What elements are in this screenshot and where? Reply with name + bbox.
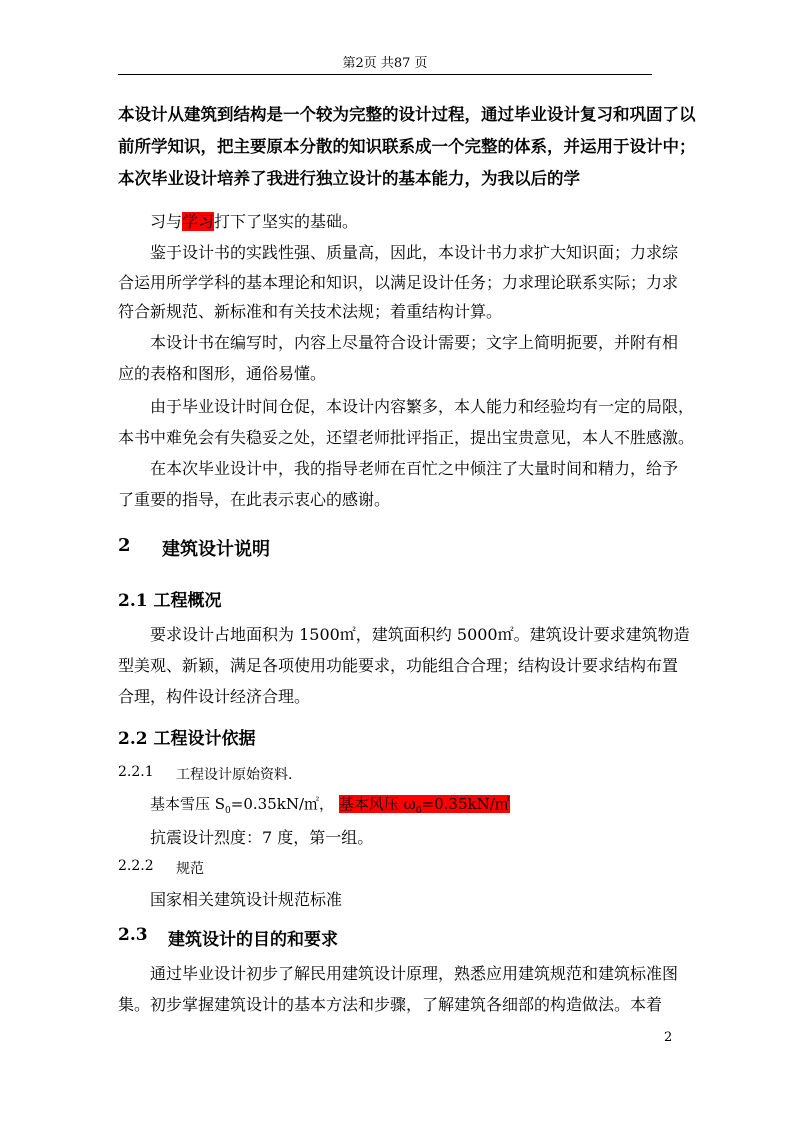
page-header: 第2页 共87 页 [118, 56, 652, 75]
section-2-3-title: 建筑设计的目的和要求 [168, 930, 338, 950]
section-2-2-2-title: 规范 [176, 861, 204, 877]
snow-prefix: 基本雪压 S [150, 795, 226, 813]
section-2-2-1-number: 2.2.1 [118, 764, 154, 780]
para5-line-2: 了重要的指导，在此表示衷心的感谢。 [118, 490, 391, 509]
para2-line-1: 鉴于设计书的实践性强、质量高，因此，本设计书力求扩大知识面；力求综 [150, 243, 679, 262]
seismic-line: 抗震设计烈度：7 度，第一组。 [150, 828, 374, 847]
codes-line: 国家相关建筑设计规范标准 [150, 890, 343, 909]
para1 [150, 209, 358, 232]
para6-line-1: 要求设计占地面积为 1500㎡，建筑面积约 5000㎡。建筑设计要求建筑物造 [150, 625, 690, 644]
para2-line-2: 合运用所学学科的基本理论和知识，以满足设计任务；力求理论联系实际；力求 [118, 273, 679, 292]
para2-line-3: 符合新规范、新标准和有关技术法规；着重结构计算。 [118, 302, 503, 321]
page-number: 2 [664, 1030, 673, 1045]
para5-line-1: 在本次毕业设计中，我的指导老师在百忙之中倾注了大量时间和精力，给予 [150, 459, 679, 478]
para3-line-1: 本设计书在编写时，内容上尽量符合设计需要；文字上简明扼要，并附有相 [150, 333, 679, 352]
section-2-3-number: 2.3 [118, 925, 148, 945]
wind-value: =0.35kN/㎡ [421, 795, 510, 813]
section-2-number: 2 [118, 535, 131, 556]
section-2-1-title: 2.1 工程概况 [118, 591, 222, 611]
section-2-2-2-number: 2.2.2 [118, 858, 154, 874]
intro-line-1: 本设计从建筑到结构是一个较为完整的设计过程，通过毕业设计复习和巩固了以 [118, 105, 696, 124]
section-2-title: 建筑设计说明 [162, 539, 270, 560]
section-2-2-1-title: 工程设计原始资料. [176, 767, 293, 783]
para1-after: 打下了坚实的基础。 [214, 212, 359, 231]
para1-before: 习与 [150, 212, 183, 231]
snow-wind-line [150, 793, 510, 816]
para6-line-3: 合理，构件设计经济合理。 [118, 687, 311, 706]
section-2-2-title: 2.2 工程设计依据 [118, 729, 256, 749]
para1-highlight: 学习 [182, 212, 215, 231]
para6-line-2: 型美观、新颖，满足各项使用功能要求，功能组合合理；结构设计要求结构布置 [118, 656, 679, 675]
intro-line-3: 本次毕业设计培养了我进行独立设计的基本能力，为我以后的学 [118, 169, 580, 188]
snow-sub: 0 [225, 806, 231, 816]
snow-value: =0.35kN/㎡， [230, 795, 335, 813]
para4-line-1: 由于毕业设计时间仓促，本设计内容繁多，本人能力和经验均有一定的局限， [150, 397, 695, 416]
para7-line-2: 集。初步掌握建筑设计的基本方法和步骤，了解建筑各细部的构造做法。本着 [118, 995, 663, 1014]
wind-label: 基本风压 ω [338, 795, 416, 813]
para3-line-2: 应的表格和图形，通俗易懂。 [118, 364, 327, 383]
para4-line-2: 本书中难免会有失稳妥之处，还望老师批评指正，提出宝贵意见，本人不胜感激。 [118, 428, 695, 447]
para7-line-1: 通过毕业设计初步了解民用建筑设计原理，熟悉应用建筑规范和建筑标准图 [150, 964, 679, 983]
wind-sub: 0 [415, 806, 422, 816]
wind-highlight [338, 795, 510, 816]
intro-line-2: 前所学知识，把主要原本分散的知识联系成一个完整的体系，并运用于设计中； [118, 137, 696, 156]
